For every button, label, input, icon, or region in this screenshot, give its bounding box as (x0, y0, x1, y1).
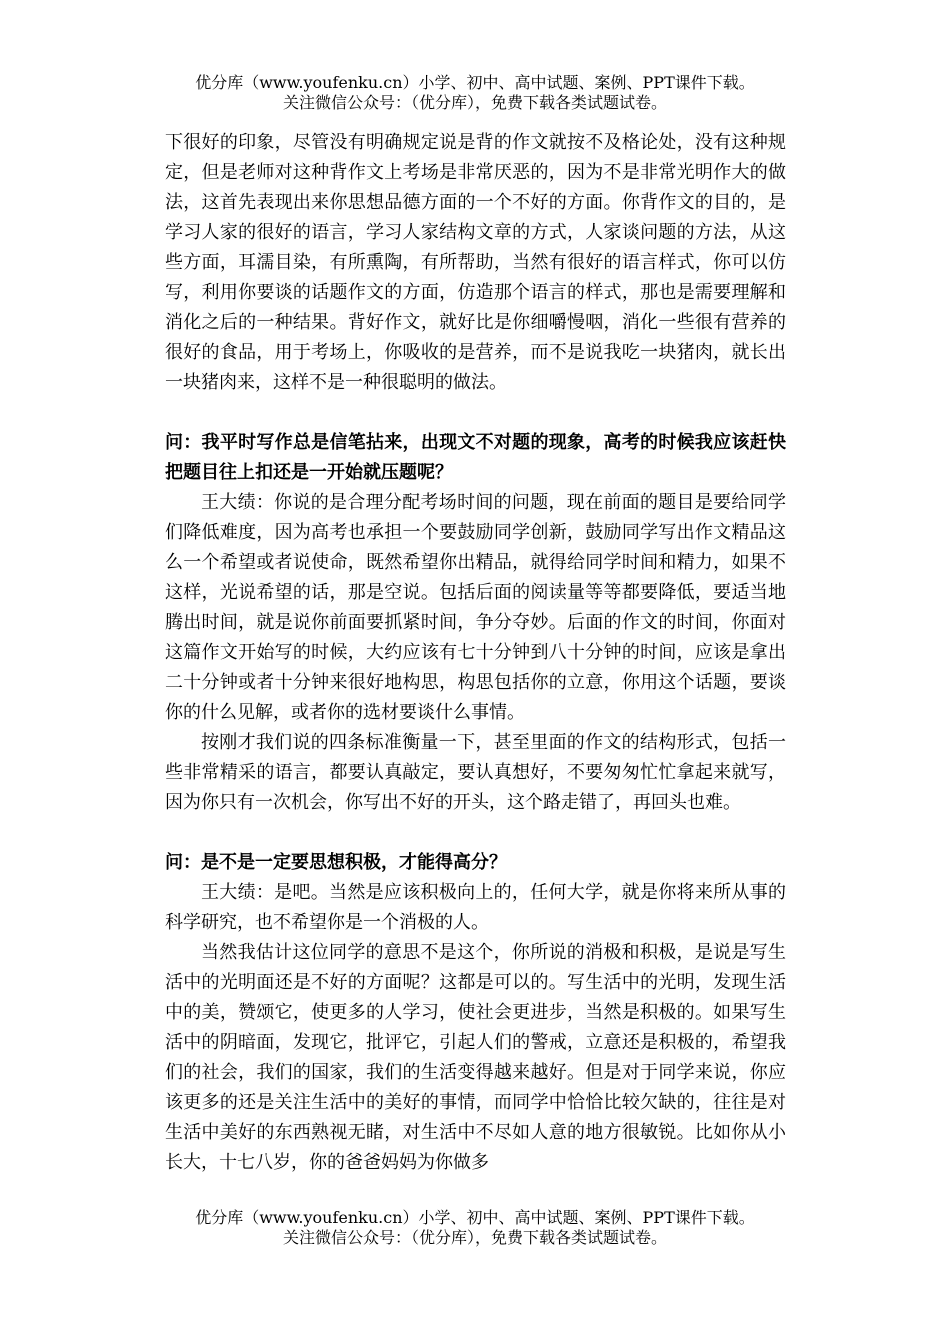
header-line-1: 优分库（www.youfenku.cn）小学、初中、高中试题、案例、PPT课件下载。 (195, 73, 755, 92)
footer-line-2: 关注微信公众号：（优分库），免费下载各类试题试卷。 (282, 1228, 667, 1247)
page-footer (0, 1208, 950, 1248)
document-body (165, 128, 786, 1178)
answer-2-paragraph-1: 王大绩：是吧。当然是应该积极向上的，任何大学，就是你将来所从事的科学研究，也不希望你是一个消极的人。 (165, 882, 786, 933)
paragraph-continuation: 下很好的印象，尽管没有明确规定说是背的作文就按不及格论处，没有这种规定，但是老师对这种背作文上考场是非常厌恶的，因为不是非常光明作大的做法，这首先表现出来你思想品德方面的一个不好的方面。你背作文的目的，是学习人家的很好的语言，学习人家结构文章的方式，人家谈问题的方法，从这些方面，耳濡目染，有所熏陶，有所帮助，当然有很好的语言样式，你可以仿写，利用你要谈的话题作文的方面，仿造那个语言的样式，那也是需要理解和消化之后的一种结果。背好作文，就好比是你细嚼慢咽，消化一些很有营养的很好的食品，用于考场上，你吸收的是营养，而不是说我吃一块猪肉，就长出一块猪肉来，这样不是一种很聪明的做法。 (165, 132, 786, 393)
answer-1-paragraph-1: 王大绩：你说的是合理分配考场时间的问题，现在前面的题目是要给同学们降低难度，因为高考也承担一个要鼓励同学创新，鼓励同学写出作文精品这么一个希望或者说使命，既然希望你出精品，就得给同学时间和精力，如果不这样，光说希望的话，那是空说。包括后面的阅读量等等都要降低，要适当地腾出时间，就是说你前面要抓紧时间，争分夺妙。后面的作文的时间，你面对这篇作文开始写的时候，大约应该有七十分钟到八十分钟的时间，应该是拿出二十分钟或者十分钟来很好地构思，构思包括你的立意，你用这个话题，要谈你的什么见解，或者你的选材要谈什么事情。 (165, 492, 786, 723)
question-1: 问：我平时写作总是信笔拈来，出现文不对题的现象，高考的时候我应该赶快把题目往上扣还是一开始就压题呢？ (165, 432, 786, 483)
page-header (0, 73, 950, 113)
question-2: 问：是不是一定要思想积极，才能得高分？ (165, 852, 507, 873)
answer-2-paragraph-2: 当然我估计这位同学的意思不是这个，你所说的消极和积极，是说是写生活中的光明面还是不好的方面呢？这都是可以的。写生活中的光明，发现生活中的美，赞颂它，使更多的人学习，使社会更进步，当然是积极的。如果写生活中的阴暗面，发现它，批评它，引起人们的警戒，立意还是积极的，希望我们的社会，我们的国家，我们的生活变得越来越好。但是对于同学来说，你应该更多的还是关注生活中的美好的事情，而同学中恰恰比较欠缺的，往往是对生活中美好的东西熟视无睹，对生活中不尽如人意的地方很敏锐。比如你从小长大，十七八岁，你的爸爸妈妈为你做多 (165, 942, 786, 1173)
answer-1-paragraph-2: 按刚才我们说的四条标准衡量一下，甚至里面的作文的结构形式，包括一些非常精采的语言，都要认真敲定，要认真想好，不要匆匆忙忙拿起来就写，因为你只有一次机会，你写出不好的开头，这个路走错了，再回头也难。 (165, 732, 786, 813)
footer-line-1: 优分库（www.youfenku.cn）小学、初中、高中试题、案例、PPT课件下载。 (195, 1208, 755, 1227)
header-line-2: 关注微信公众号：（优分库），免费下载各类试题试卷。 (282, 93, 667, 112)
